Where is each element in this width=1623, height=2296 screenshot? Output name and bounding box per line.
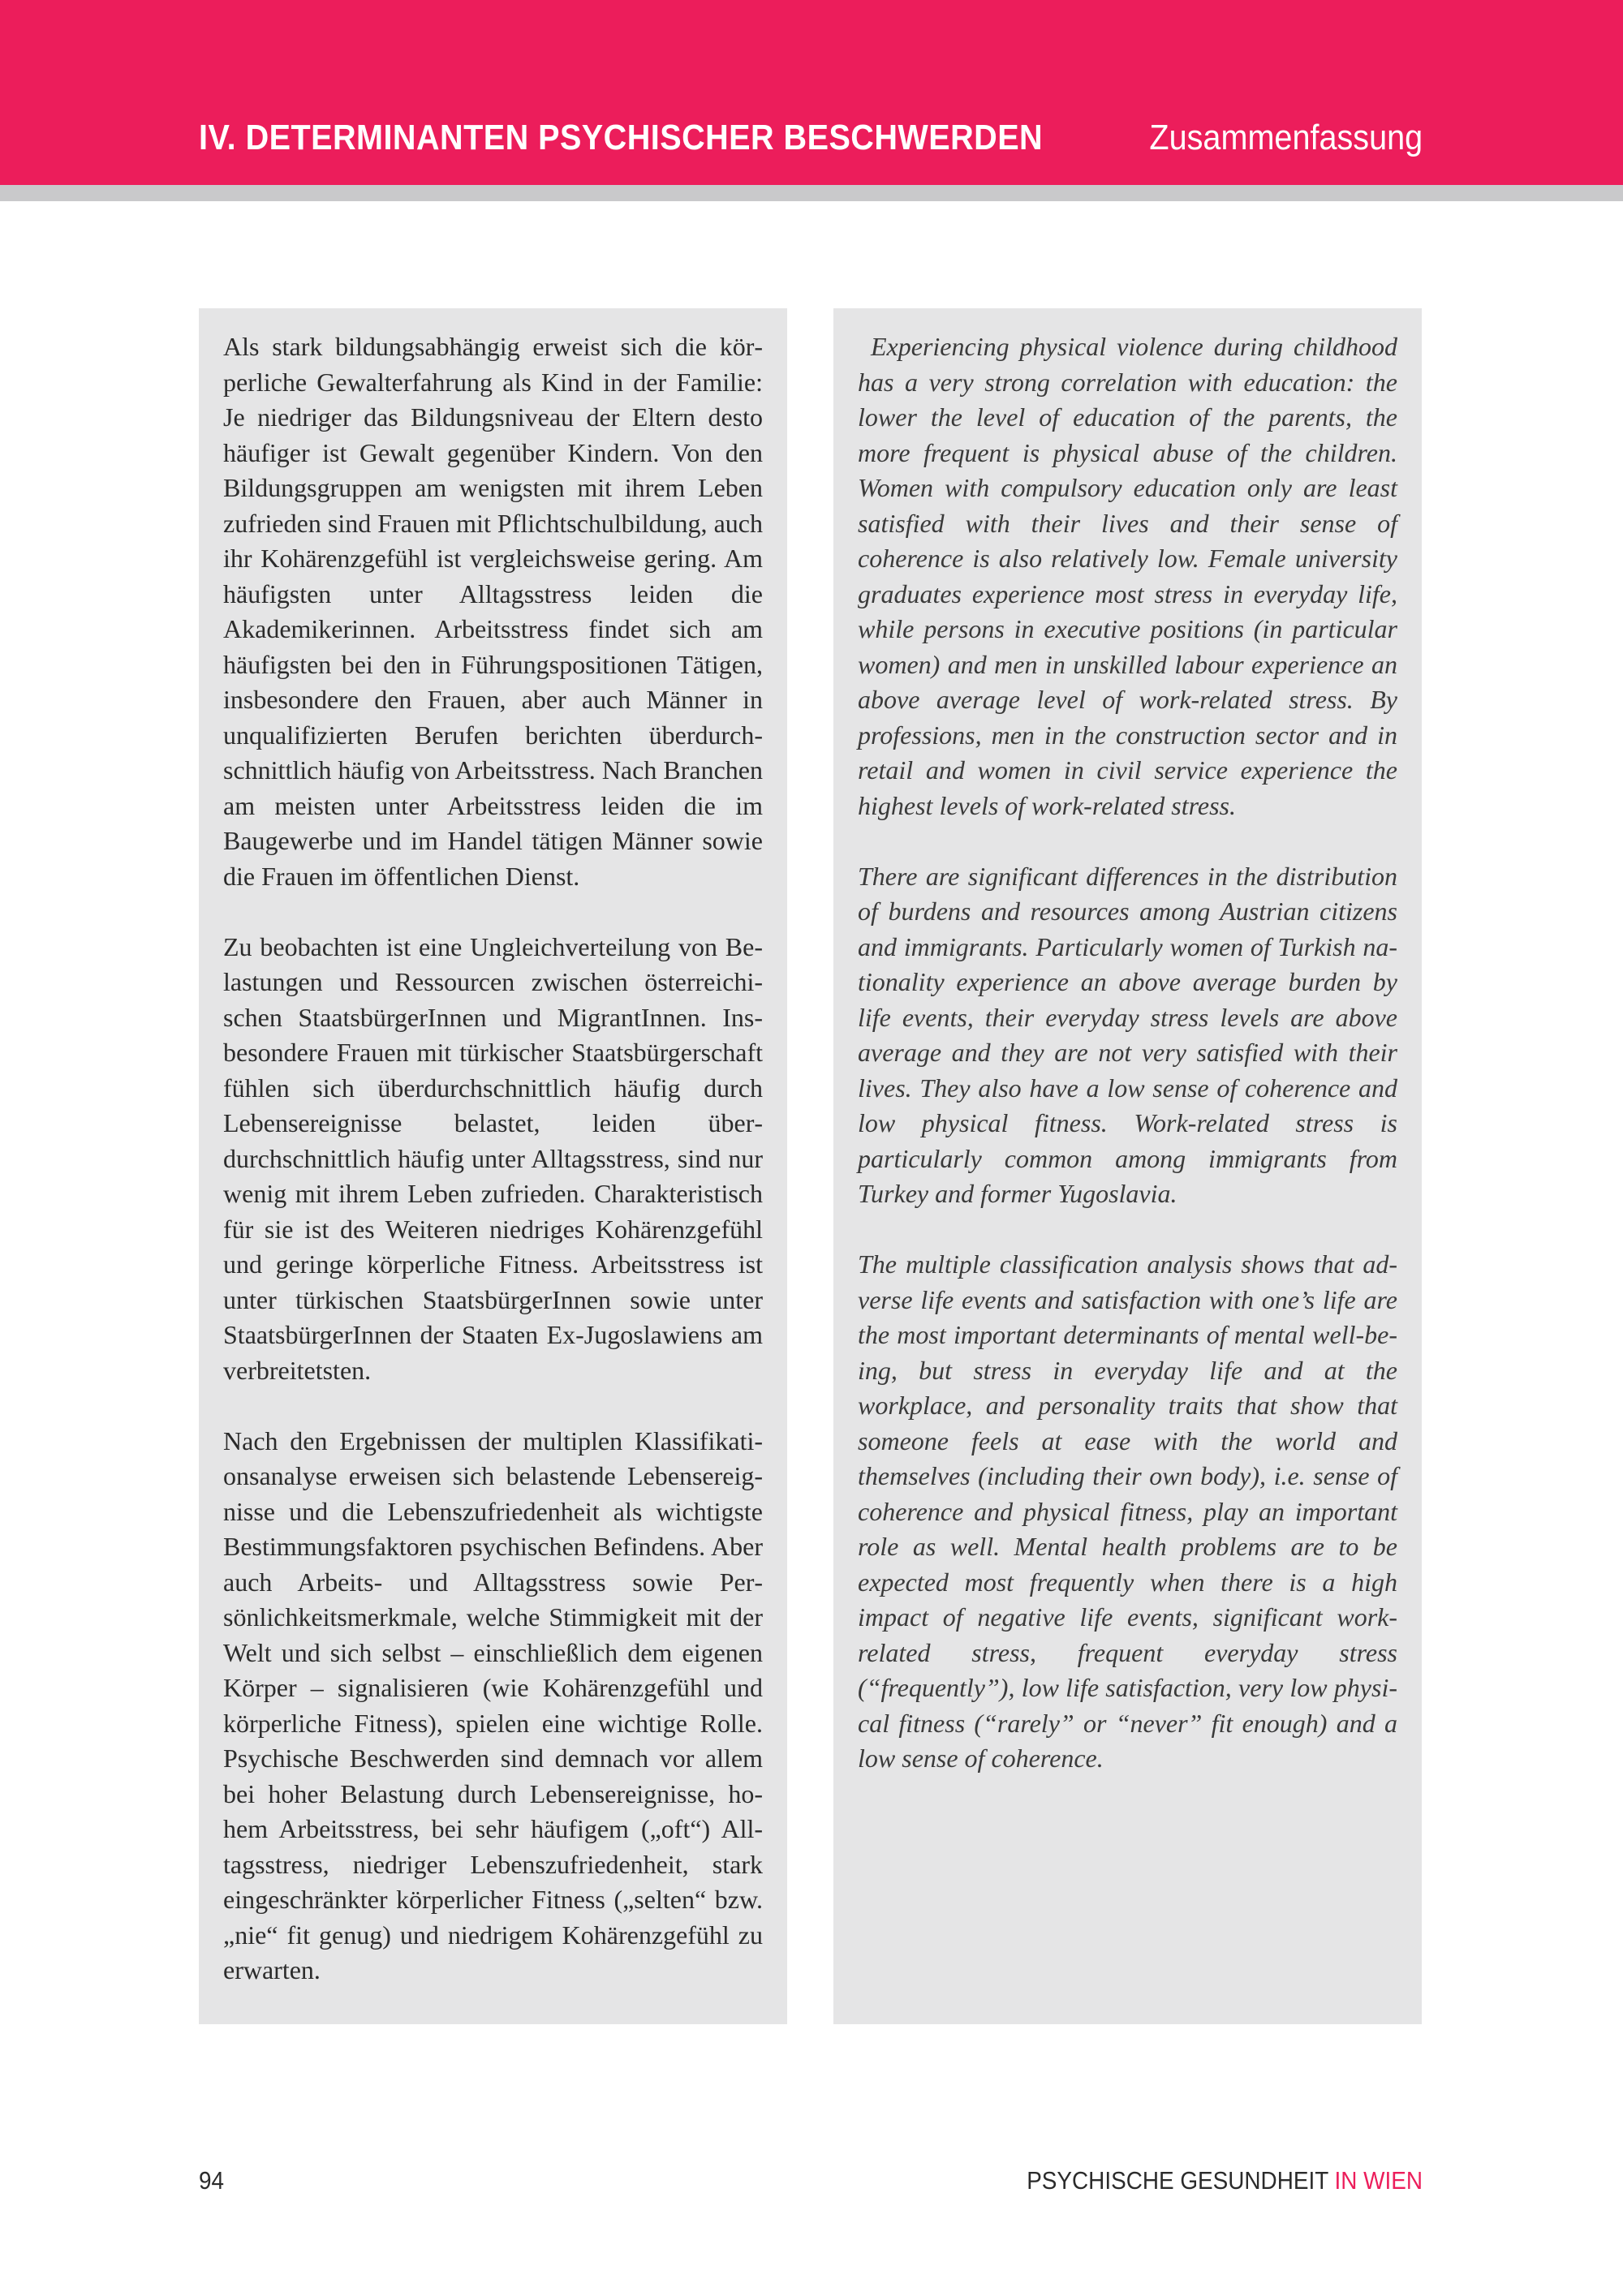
page-number: 94 [199,2166,225,2195]
english-summary-column [833,308,1422,2024]
german-paragraph: Nach den Ergebnissen der multiplen Klassifikationsanalyse erweisen sich belastende Lebensereignisse und die Lebenszufriedenheit als wichtigste Bestimmungsfaktoren psychischen Befindens. Aber auch Arbeits- und Alltagsstress sowie Persönlichkeitsmerkmale, welche Stimmigkeit mit der Welt und sich selbst – einschließlich dem eigenen Körper – signalisieren (wie Kohärenzgefühl und körperliche Fitness), spielen eine wichtige Rolle. Psychische Beschwerden sind demnach vor allem bei hoher Belastung durch Lebensereignisse, hohem Arbeitsstress, bei sehr häufigem („oft“) Alltagsstress, niedriger Lebenszufriedenheit, stark eingeschränkter körperlicher Fitness („selten“ bzw. „nie“ fit genug) und niedrigem Kohärenzgefühl zu erwarten. [223,1425,763,1984]
german-paragraph: Zu beobachten ist eine Ungleichverteilung von Belastungen und Ressourcen zwischen österreichischen StaatsbürgerInnen und MigrantInnen. Insbesondere Frauen mit türkischer Staatsbürgerschaft fühlen sich überdurchschnittlich häufig durch Lebensereignisse belastet, leiden überdurchschnittlich häufig unter Alltagsstress, sind nur wenig mit ihrem Leben zufrieden. Charakteristisch für sie ist des Weiteren niedriges Kohärenzgefühl und geringe körperliche Fitness. Arbeitsstress ist unter türkischen StaatsbürgerInnen sowie unter StaatsbürgerInnen der Staaten Ex-Jugoslawiens am verbreitetsten. [223,931,763,1385]
chapter-title: IV. DETERMINANTEN PSYCHISCHER BESCHWERDEN [199,118,1044,157]
english-paragraph: The multiple classification analysis shows that adverse life events and satisfaction with one’s life are the most important determinants of mental well-being, but stress in everyday life and at the workplace, and personality traits that show that someone feels at ease with the world and themselves (including their own body), i.e. sense of coherence and physical fitness, play an important role as well. Mental health problems are to be expected most frequently when there is a high impact of negative life events, significant work-related stress, frequent everyday stress (“frequently”), low life satisfaction, very low physical fitness (“rarely” or “never” fit enough) and a low sense of coherence. [858,1249,1397,1773]
header-divider [0,185,1623,201]
german-summary-column [199,308,787,2024]
german-paragraph: Als stark bildungsabhängig erweist sich die körperliche Gewalterfahrung als Kind in der Familie: Je niedriger das Bildungsniveau der Eltern desto häufiger ist Gewalt gegenüber Kindern. Von den Bildungsgruppen am wenigsten mit ihrem Leben zufrieden sind Frauen mit Pflichtschulbildung, auch ihr Kohärenzgefühl ist vergleichsweise gering. Am häufigsten unter Alltagsstress leiden die Akademikerinnen. Arbeitsstress findet sich am häufigsten bei den in Führungspositionen Tätigen, insbesondere den Frauen, aber auch Männer in unqualifizierten Berufen berichten überdurchschnittlich häufig von Arbeitsstress. Nach Branchen am meisten unter Arbeitsstress leiden die im Baugewerbe und im Handel tätigen Männer sowie die Frauen im öffentlichen Dienst. [223,332,763,891]
english-paragraph: Experiencing physical violence during childhood has a very strong correlation with education: the lower the level of education of the parents, the more frequent is physical abuse of the children. Women with compulsory education only are least satisfied with their lives and their sense of coherence is also relatively low. Female university graduates experience most stress in everyday life, while persons in executive positions (in particular women) and men in unskilled labour experience an above average level of work-related stress. By professions, men in the construction sector and in retail and women in civil service experience the highest levels of work-related stress. [858,332,1397,820]
footer-publication-title [1027,2166,1423,2195]
english-paragraph: There are significant differences in the distribution of burdens and resources among Austrian citizens and immigrants. Particularly women of Turkish nationality experience an above average burden by life events, their everyday stress levels are above average and they are not very satisfied with their lives. They also have a low sense of coherence and low physical fitness. Work-related stress is particularly common among immigrants from Turkey and former Yugoslavia. [858,861,1397,1208]
footer-title-main: PSYCHISCHE GESUNDHEIT [1027,2166,1328,2195]
footer-title-accent: IN WIEN [1334,2166,1423,2195]
section-label: Zusammenfassung [1149,118,1423,157]
